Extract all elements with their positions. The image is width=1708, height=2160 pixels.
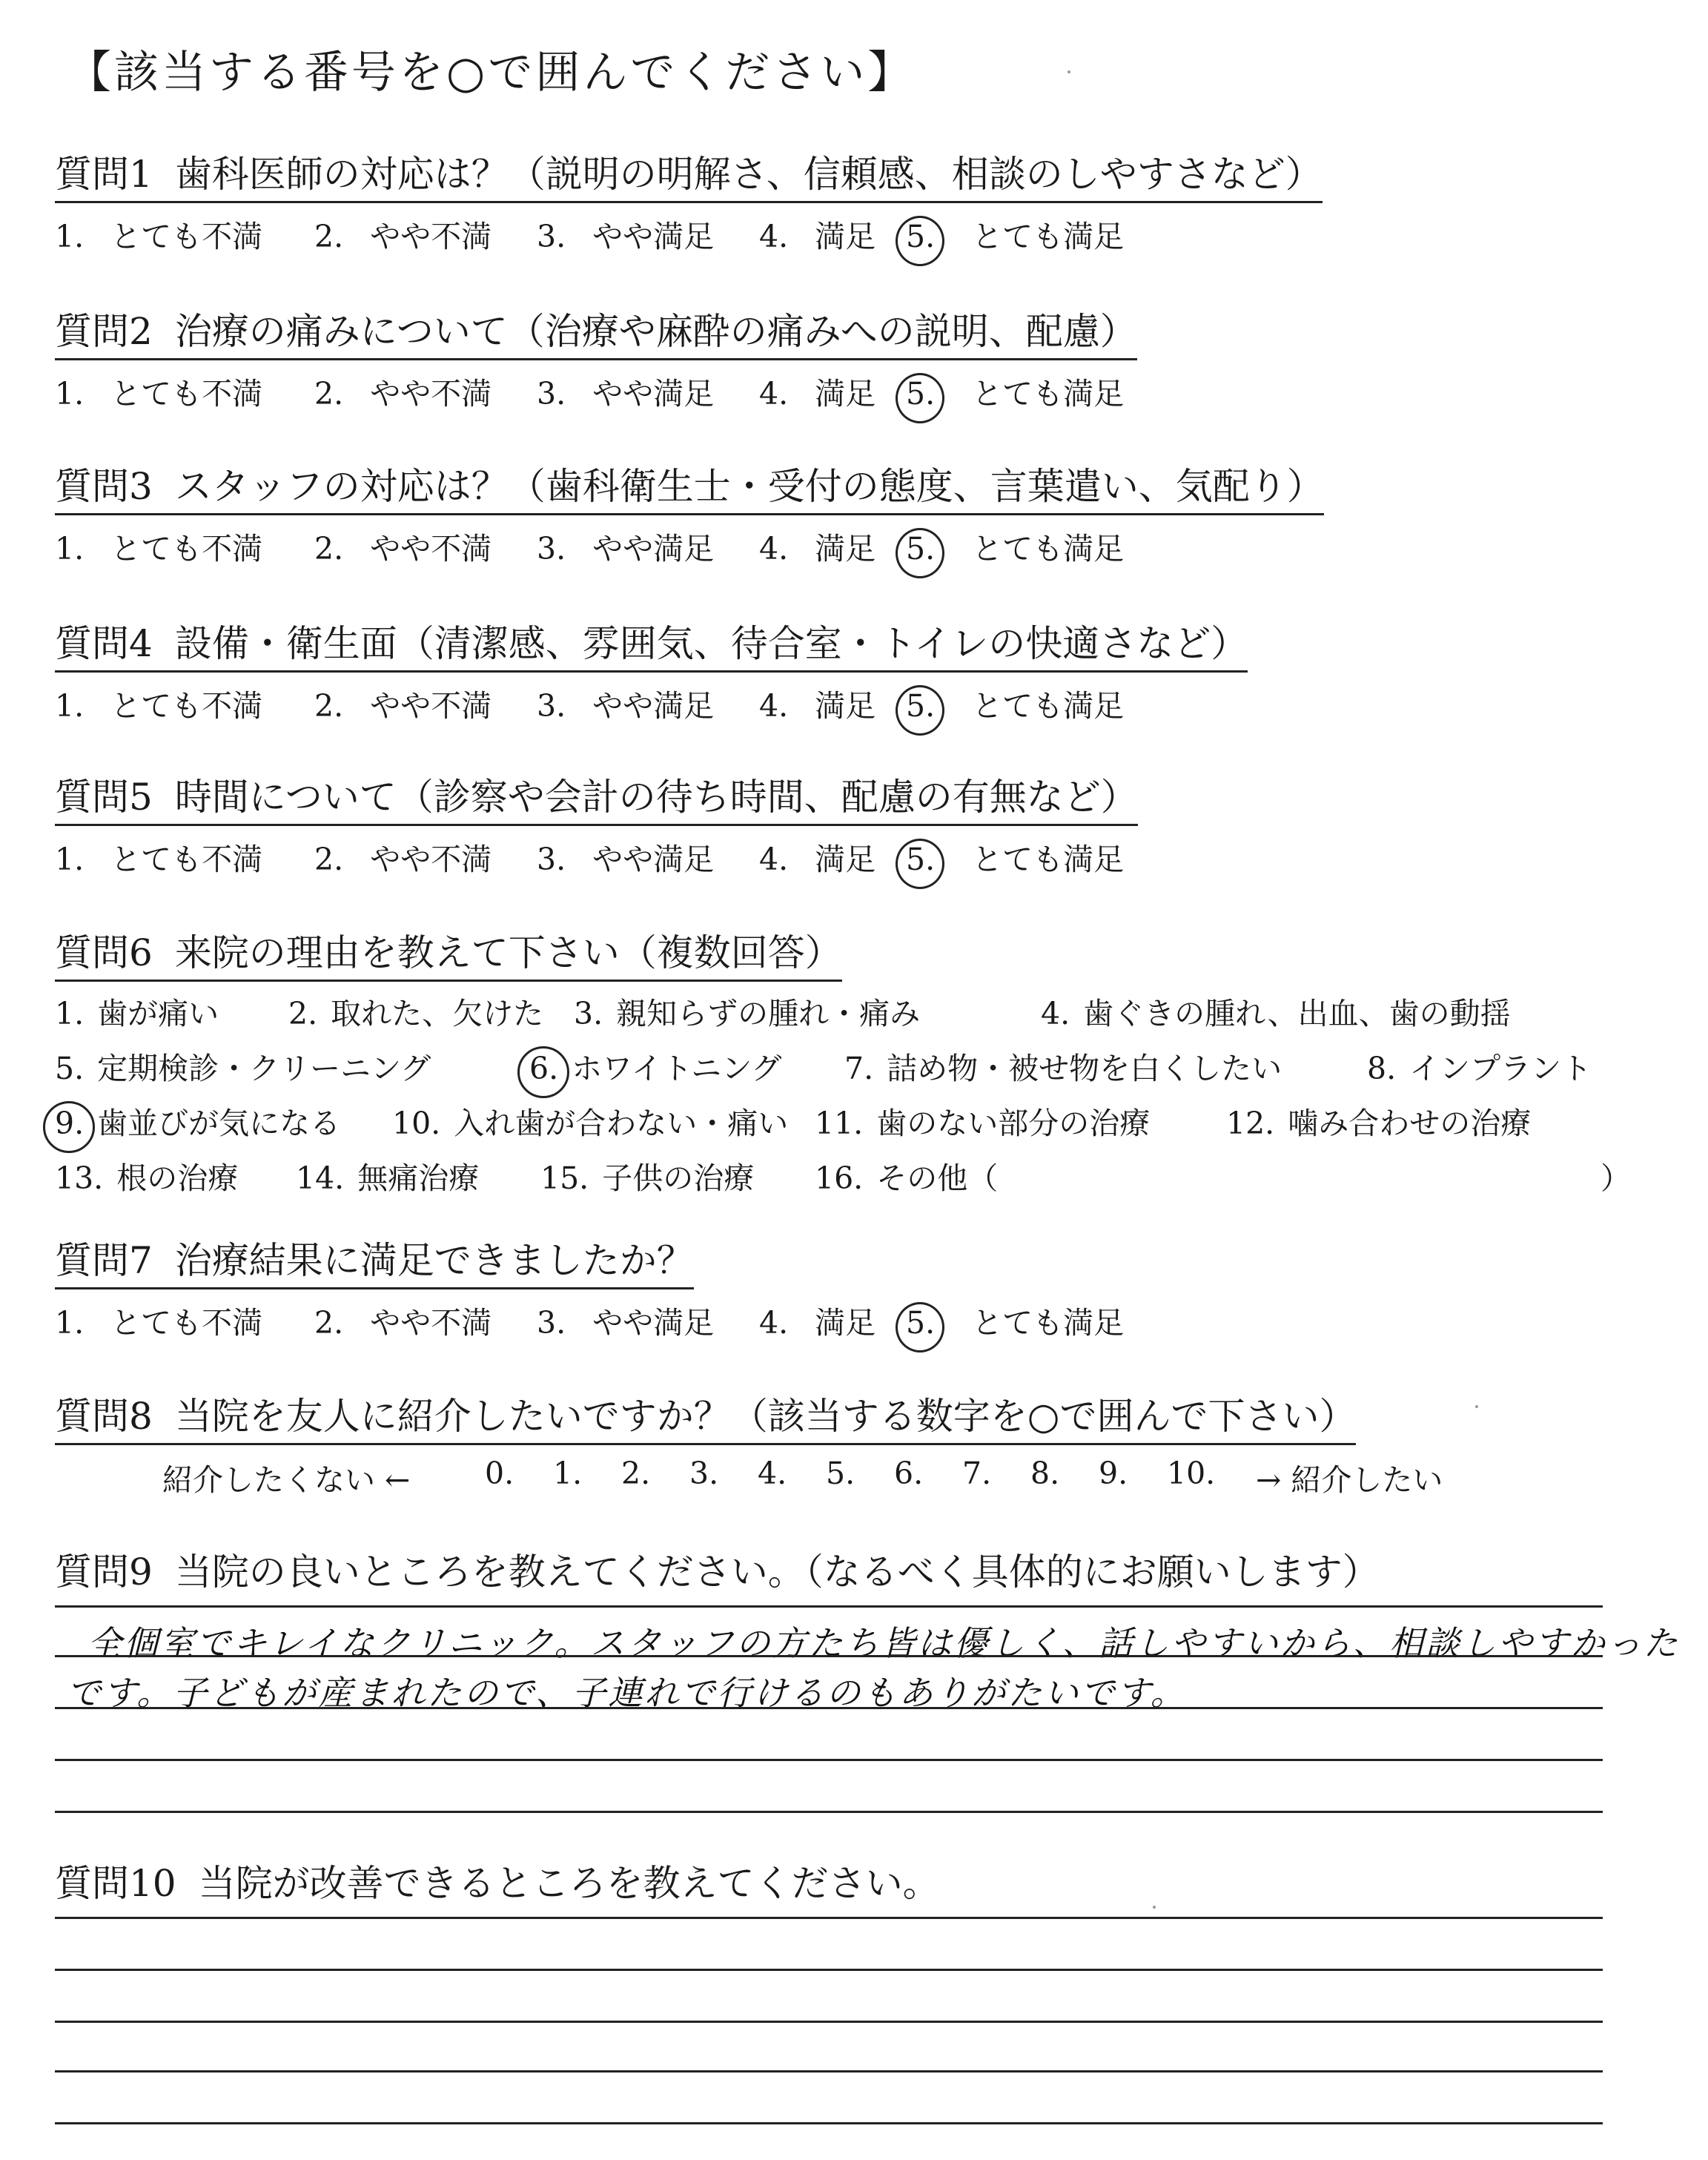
recommend-scale [55,1456,1443,1500]
question-9-title [55,1542,1380,1596]
option-number: 2. [288,996,318,1031]
option-number: 2. [314,1305,344,1341]
question-6-title [55,923,842,982]
option-label: とても不満 [110,219,263,254]
scale-right-label: → 紹介したい [1256,1462,1443,1498]
rating-option[interactable] [314,369,491,413]
rating-option[interactable] [537,835,714,879]
rating-option-selected[interactable] [906,1305,1124,1341]
rating-option[interactable] [314,1298,491,1342]
question-10 [55,1854,940,1907]
option-number: 3. [537,531,566,567]
rating-option-selected[interactable] [906,531,1124,567]
option-number: 6. [529,1051,559,1086]
option-label: とても満足 [972,219,1125,254]
option-number: 3. [537,219,566,254]
question-text: 当院を友人に紹介したいですか？（該当する数字を○で囲んで下さい） [174,1395,1357,1438]
option-number: 2. [314,219,344,254]
option-label: やや満足 [592,219,715,254]
question-number: 質問1 [55,153,153,196]
rating-option[interactable] [55,212,262,256]
question-number: 質問2 [55,310,153,353]
option-number: 5. [55,1051,85,1086]
option-number: 2. [314,376,344,412]
question-number: 質問7 [55,1239,153,1282]
recommend-value[interactable]: 2. [621,1456,651,1491]
option-label: とても不満 [110,376,263,412]
scan-speck [1153,1906,1156,1909]
rating-option[interactable] [537,681,714,725]
reason-option[interactable] [55,989,219,1033]
option-label: やや満足 [592,376,715,412]
option-number: 8. [1367,1051,1397,1086]
option-label: やや不満 [370,219,492,254]
handwritten-answer-line-1: 全個室でキレイなクリニック。スタッフの方たち皆は優しく、話しやすいから、相談しやすかった [87,1623,1680,1663]
option-label: やや不満 [370,688,492,724]
rating-option[interactable] [759,681,875,725]
question-3 [55,457,1324,566]
question-text: 治療結果に満足できましたか？ [174,1239,694,1282]
option-number: 4. [759,688,789,724]
rating-option-selected[interactable] [906,376,1124,412]
option-number: 5. [906,688,936,724]
option-number: 10. [392,1106,441,1141]
question-6 [55,923,1671,1209]
reason-row [55,1154,1671,1209]
option-label: やや満足 [592,531,715,567]
recommend-value[interactable]: 3. [689,1456,719,1491]
option-label: とても不満 [110,842,263,877]
reason-option[interactable] [1041,989,1511,1033]
reason-option[interactable] [540,1154,754,1198]
rating-option[interactable] [759,524,875,568]
option-number: 5. [906,376,936,412]
rating-option[interactable] [314,835,491,879]
scale-left-label: 紹介したくない ← [162,1462,411,1498]
option-number: 2. [314,688,344,724]
option-label: 満足 [815,219,876,254]
rating-option[interactable] [759,1298,875,1342]
option-number: 3. [537,1305,566,1341]
option-number: 1. [55,219,85,254]
option-number: 4. [759,1305,789,1341]
option-number: 5. [906,531,936,567]
option-label: やや不満 [370,531,492,567]
option-label: やや不満 [370,1305,492,1341]
option-label: 親知らずの腫れ・痛み [616,996,921,1031]
option-label: 満足 [815,842,876,877]
question-7-title [55,1231,694,1289]
option-number: 3. [537,842,566,877]
rating-option[interactable] [55,1298,262,1342]
option-number: 14. [296,1160,345,1196]
question-number: 質問6 [55,931,153,974]
rating-scale [55,524,1324,566]
rating-option[interactable] [537,212,714,256]
question-text: スタッフの対応は？（歯科衛生士・受付の態度、言葉遣い、気配り） [174,465,1324,508]
question-number: 質問9 [55,1550,153,1593]
reason-option[interactable] [392,1099,788,1143]
page-heading: 【該当する番号を○で囲んでください】 [67,47,916,99]
reason-row [55,989,1671,1044]
rating-option[interactable] [537,1298,714,1342]
question-text: 設備・衛生面（清潔感、雰囲気、待合室・トイレの快適さなど） [174,622,1248,665]
option-number: 4. [759,531,789,567]
option-number: 9. [55,1106,85,1141]
option-label: ホワイトニング [572,1051,782,1086]
option-label: 入れ歯が合わない・痛い [454,1106,789,1141]
option-label: 噛み合わせの治療 [1288,1106,1532,1141]
reason-option[interactable] [55,1154,238,1198]
answer-line [55,1969,1603,1971]
rating-scale [55,681,1248,723]
option-label: インプラント [1409,1051,1592,1086]
question-4 [55,614,1248,723]
rating-option[interactable] [55,524,262,568]
answer-line [55,1811,1603,1813]
recommend-value[interactable]: 9. [1099,1456,1128,1491]
option-number: 4. [759,376,789,412]
option-number: 2. [314,531,344,567]
reason-option[interactable] [55,1044,431,1088]
question-number: 質問5 [55,776,153,819]
reason-option[interactable] [1226,1099,1531,1143]
question-text: 治療の痛みについて（治療や麻酔の痛みへの説明、配慮） [174,310,1137,353]
question-text: 来院の理由を教えて下さい（複数回答） [174,931,842,974]
option-label: とても不満 [110,688,263,724]
answer-line [55,2021,1603,2023]
option-number: 7. [844,1051,874,1086]
question-10-title [55,1854,940,1907]
question-text: 時間について（診察や会計の待ち時間、配慮の有無など） [174,776,1138,819]
option-label: とても不満 [110,1305,263,1341]
reason-options [55,989,1671,1209]
question-number: 質問8 [55,1395,153,1438]
option-label: 歯が痛い [97,996,219,1031]
question-3-title [55,457,1324,515]
option-label: 歯並びが気になる [97,1106,341,1141]
option-label: 根の治療 [116,1160,239,1196]
scan-speck [1475,1405,1478,1408]
reason-option[interactable] [815,1154,998,1198]
answer-line [55,1917,1603,1919]
option-number: 1. [55,1305,85,1341]
reason-option[interactable] [1367,1044,1592,1088]
answer-line [55,1655,1603,1657]
option-number: 15. [540,1160,589,1196]
option-number: 5. [906,219,936,254]
rating-option[interactable] [314,524,491,568]
option-number: 1. [55,996,85,1031]
reason-row [55,1044,1671,1099]
option-label: とても満足 [972,1305,1125,1341]
answer-line [55,2070,1603,2073]
reason-option[interactable] [574,989,920,1033]
option-number: 3. [537,688,566,724]
answer-line [55,2122,1603,2124]
option-label: やや満足 [592,688,715,724]
question-7 [55,1231,1125,1341]
option-number: 4. [759,219,789,254]
option-label: 歯ぐきの腫れ、出血、歯の動揺 [1083,996,1511,1031]
rating-option[interactable] [55,681,262,725]
question-8 [55,1387,1443,1500]
option-number: 2. [314,842,344,877]
option-label: やや満足 [592,842,715,877]
option-label: 満足 [815,1305,876,1341]
option-number: 5. [906,842,936,877]
option-number: 4. [759,842,789,877]
option-label: やや不満 [370,376,492,412]
option-number: 16. [815,1160,864,1196]
option-number: 1. [55,531,85,567]
handwritten-answer-line-2: です。子どもが産まれたので、子連れで行けるのもありがたいです。 [67,1673,1187,1713]
option-label: 取れた、欠けた [331,996,544,1031]
recommend-value[interactable]: 4. [758,1456,787,1491]
rating-option[interactable] [314,681,491,725]
option-number: 12. [1226,1106,1275,1141]
answer-line [55,1605,1603,1608]
question-2 [55,302,1137,411]
rating-option[interactable] [537,524,714,568]
question-1-title [55,145,1323,203]
rating-scale [55,212,1323,254]
rating-scale [55,1298,1125,1341]
option-label: 定期検診・クリーニング [97,1051,431,1086]
rating-scale [55,369,1137,411]
option-number: 13. [55,1160,104,1196]
rating-option-selected[interactable] [906,688,1124,724]
option-label: とても満足 [972,688,1125,724]
question-1 [55,145,1323,254]
question-text: 歯科医師の対応は？（説明の明解さ、信頼感、相談のしやすさなど） [174,153,1323,196]
other-close-paren: ） [1601,1160,1631,1196]
option-label: とても不満 [110,531,263,567]
option-number: 1. [55,688,85,724]
option-label: 無痛治療 [357,1160,480,1196]
option-number: 3. [574,996,603,1031]
question-number: 質問4 [55,622,153,665]
rating-option-selected[interactable] [906,219,1124,254]
rating-option[interactable] [759,369,875,413]
recommend-value[interactable]: 6. [894,1456,924,1491]
option-label: とても満足 [972,842,1125,877]
question-2-title [55,302,1137,360]
question-number: 質問3 [55,465,153,508]
option-number: 5. [906,1305,936,1341]
question-5-title [55,767,1138,826]
option-label: 満足 [815,688,876,724]
reason-row [55,1099,1671,1154]
option-label: やや不満 [370,842,492,877]
reason-option-selected[interactable] [55,1099,340,1143]
recommend-value[interactable]: 8. [1030,1456,1060,1491]
reason-option[interactable] [815,1099,1150,1143]
reason-option[interactable] [296,1154,479,1198]
option-number: 1. [55,842,85,877]
rating-option[interactable] [314,212,491,256]
question-number: 質問10 [55,1862,176,1905]
answer-line [55,1707,1603,1709]
option-label: 子供の治療 [602,1160,755,1196]
question-text: 当院の良いところを教えてください。（なるべく具体的にお願いします） [174,1550,1380,1593]
recommend-value[interactable]: 7. [962,1456,992,1491]
option-number: 4. [1041,996,1070,1031]
recommend-value[interactable]: 1. [553,1456,583,1491]
option-label: とても満足 [972,531,1125,567]
rating-option-selected[interactable] [906,842,1124,877]
question-5 [55,767,1138,876]
question-4-title [55,614,1248,673]
rating-option[interactable] [55,835,262,879]
recommend-value[interactable]: 10. [1167,1456,1216,1491]
rating-option[interactable] [759,212,875,256]
reason-option-selected[interactable] [529,1044,781,1088]
reason-option[interactable] [844,1044,1282,1088]
reason-option[interactable] [288,989,543,1033]
rating-option[interactable] [537,369,714,413]
option-label: 歯のない部分の治療 [876,1106,1151,1141]
scan-speck [1068,70,1070,73]
option-label: その他（ [876,1160,999,1196]
question-text: 当院が改善できるところを教えてください。 [198,1862,940,1905]
answer-line [55,1759,1603,1761]
question-8-title [55,1387,1356,1445]
option-label: とても満足 [972,376,1125,412]
option-label: 満足 [815,376,876,412]
question-9 [55,1542,1380,1596]
option-number: 3. [537,376,566,412]
recommend-value[interactable]: 5. [826,1456,855,1491]
option-label: 詰め物・被せ物を白くしたい [887,1051,1282,1086]
rating-scale [55,835,1138,876]
option-number: 1. [55,376,85,412]
rating-option[interactable] [759,835,875,879]
recommend-value[interactable]: 0. [485,1456,514,1491]
option-number: 11. [815,1106,864,1141]
option-label: やや満足 [592,1305,715,1341]
option-label: 満足 [815,531,876,567]
rating-option[interactable] [55,369,262,413]
